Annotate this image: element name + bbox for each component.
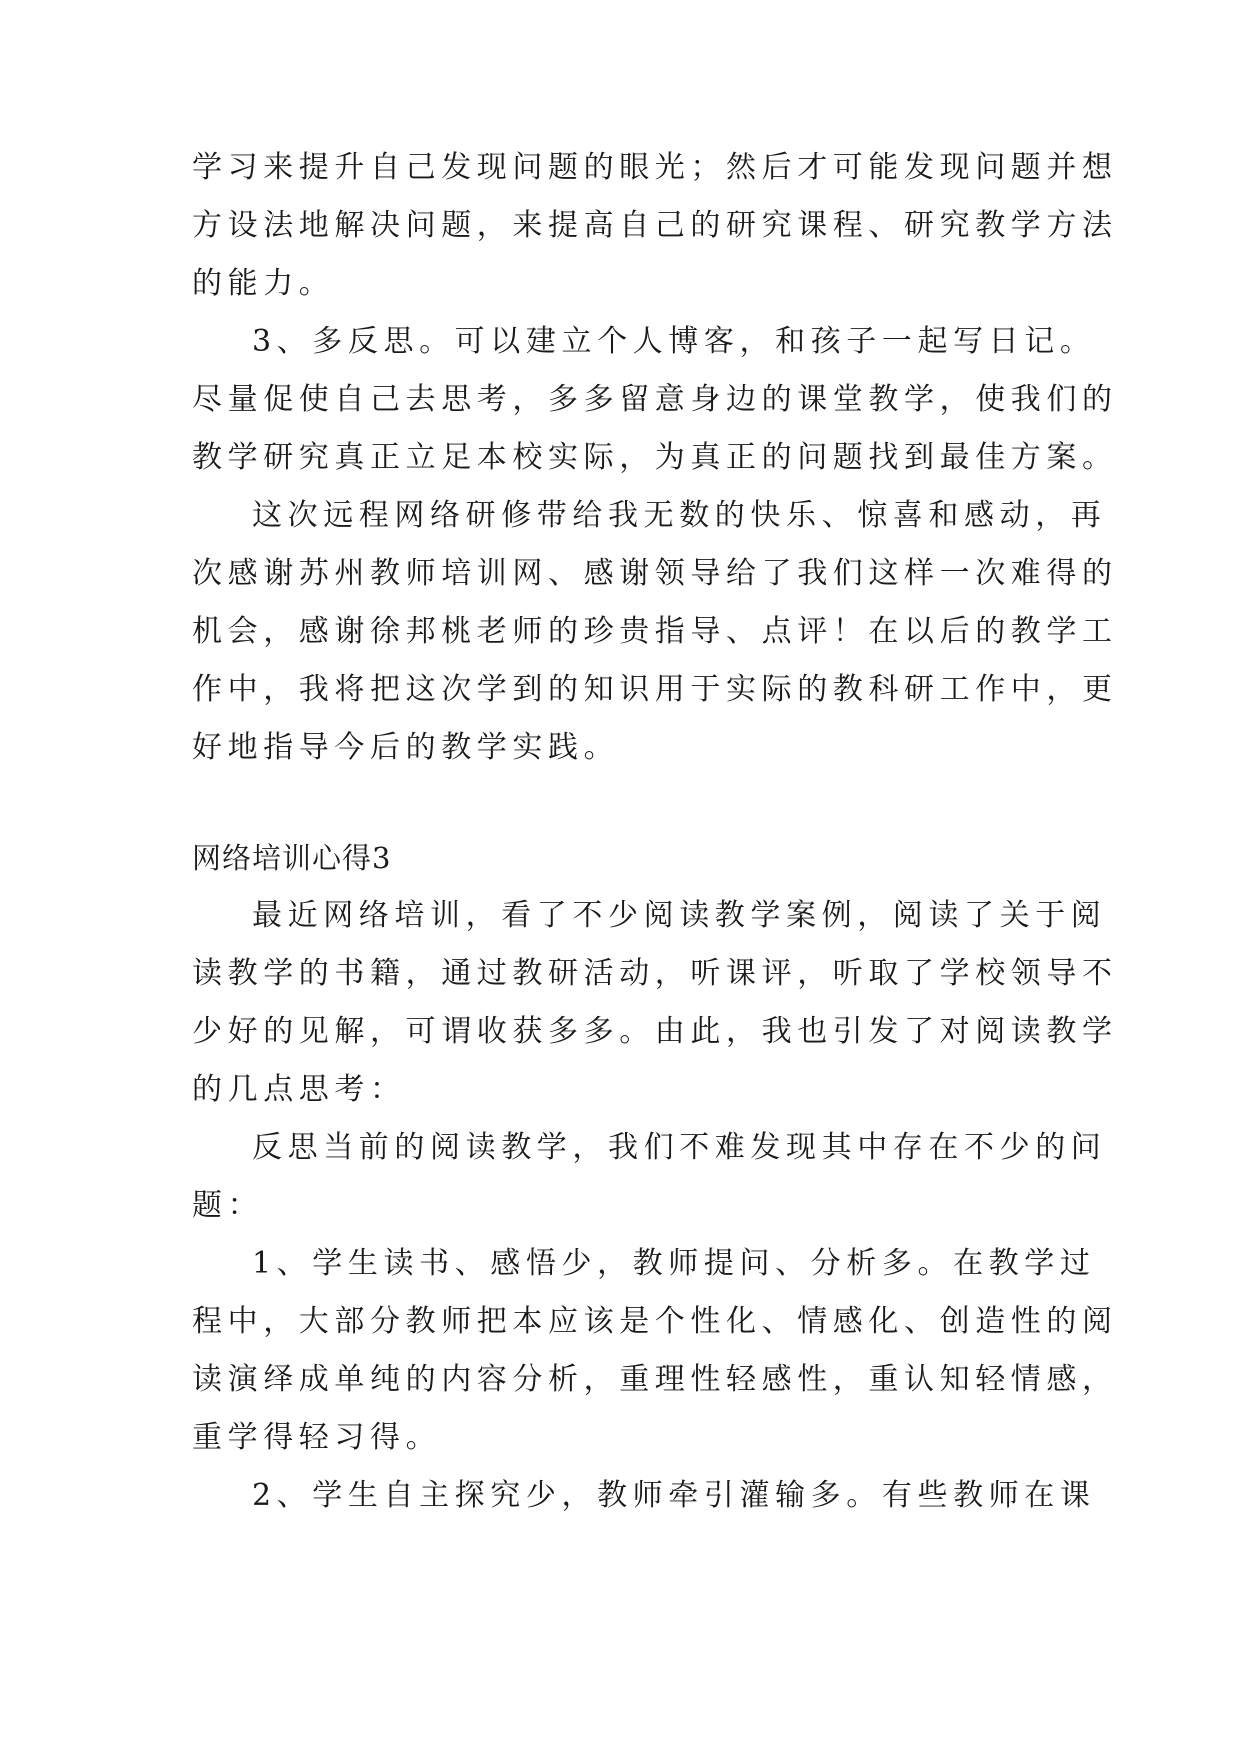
body-text-line: 程中，大部分教师把本应该是个性化、情感化、创造性的阅 (192, 1304, 1118, 1339)
body-text-line: 好地指导今后的教学实践。 (192, 730, 620, 765)
body-text-line: 读演绎成单纯的内容分析，重理性轻感性，重认知轻情感， (192, 1362, 1118, 1397)
body-text-line: 读教学的书籍，通过教研活动，听课评，听取了学校领导不 (192, 956, 1118, 991)
body-text-line: 作中，我将把这次学到的知识用于实际的教科研工作中，更 (192, 672, 1118, 707)
body-text-line: 3、多反思。可以建立个人博客，和孩子一起写日记。 (252, 324, 1096, 359)
body-text-line: 重学得轻习得。 (192, 1420, 442, 1455)
section-heading: 网络培训心得3 (192, 841, 392, 875)
body-text-line: 最近网络培训，看了不少阅读教学案例，阅读了关于阅 (252, 898, 1107, 933)
body-text-line: 学习来提升自己发现问题的眼光；然后才可能发现问题并想 (192, 150, 1118, 185)
body-text-line: 方设法地解决问题，来提高自己的研究课程、研究教学方法 (192, 208, 1118, 243)
body-text-line: 次感谢苏州教师培训网、感谢领导给了我们这样一次难得的 (192, 556, 1118, 591)
body-text-line: 这次远程网络研修带给我无数的快乐、惊喜和感动，再 (252, 498, 1107, 533)
body-text-line: 少好的见解，可谓收获多多。由此，我也引发了对阅读教学 (192, 1014, 1118, 1049)
body-text-line: 反思当前的阅读教学，我们不难发现其中存在不少的问 (252, 1130, 1107, 1165)
body-text-line: 的能力。 (192, 266, 335, 301)
body-text-line: 2、学生自主探究少，教师牵引灌输多。有些教师在课 (252, 1478, 1096, 1513)
body-text-line: 的几点思考： (192, 1072, 406, 1107)
body-text-line: 教学研究真正立足本校实际，为真正的问题找到最佳方案。 (192, 440, 1118, 475)
body-text-line: 题： (192, 1188, 264, 1223)
body-text-line: 尽量促使自己去思考，多多留意身边的课堂教学，使我们的 (192, 382, 1118, 417)
body-text-line: 机会，感谢徐邦桃老师的珍贵指导、点评！在以后的教学工 (192, 614, 1118, 649)
body-text-line: 1、学生读书、感悟少，教师提问、分析多。在教学过 (252, 1246, 1096, 1281)
